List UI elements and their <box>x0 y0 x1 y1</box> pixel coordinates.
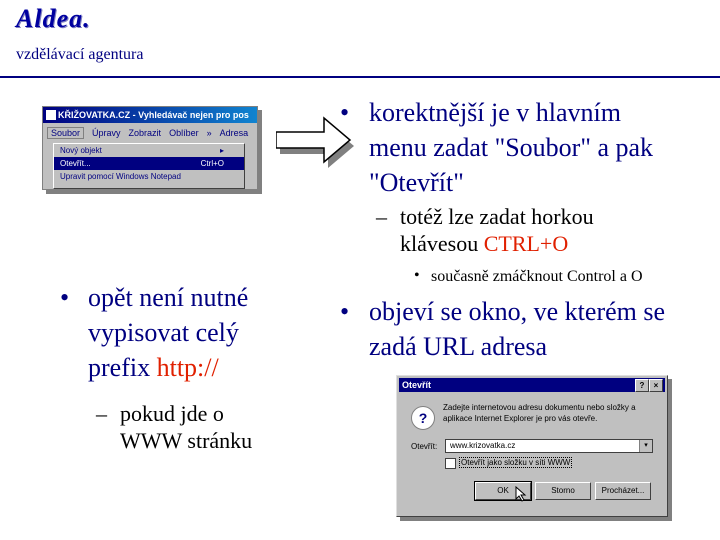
screenshot-title: KŘIŽOVATKA.CZ - Vyhledávač nejen pro pos <box>58 110 249 120</box>
browser-icon <box>46 110 56 120</box>
dash-mark: – <box>96 401 107 426</box>
open-field-label: Otevřít: <box>411 442 438 451</box>
menu-oblibene[interactable]: Oblíber <box>169 128 199 138</box>
left-bullet: opět není nutné vypisovat celý prefix http:// <box>88 283 249 382</box>
open-dialog <box>396 375 668 517</box>
menu-item-open[interactable]: Otevřít... Ctrl+O <box>54 157 244 170</box>
dialog-title-bar <box>399 378 665 392</box>
menu-item-new[interactable]: Nový objekt ▸ <box>60 146 224 155</box>
menu-screenshot <box>42 106 258 190</box>
ok-button[interactable]: OK <box>475 482 531 500</box>
close-button[interactable]: × <box>649 379 663 392</box>
mouse-cursor-icon <box>515 486 527 502</box>
menu-adresa[interactable]: Adresa <box>219 128 249 138</box>
right-sub-bullet: totéž lze zadat horkou klávesou CTRL+O <box>400 204 594 256</box>
header-divider <box>0 76 720 78</box>
right-sub-sub-bullet: současně zmáčknout Control a O <box>431 268 643 285</box>
left-sub-bullet: pokud jde o WWW stránku <box>120 401 253 453</box>
logo: Aldea. <box>16 4 91 33</box>
question-icon: ? <box>411 406 435 430</box>
subtitle: vzdělávací agentura <box>16 46 144 63</box>
help-button[interactable]: ? <box>635 379 649 392</box>
dash-mark: – <box>376 204 387 229</box>
bullet-mark: • <box>414 267 420 284</box>
menu-more[interactable]: » <box>206 128 212 138</box>
url-input-value: www.krizovatka.cz <box>450 441 516 450</box>
right-bullet-2: objeví se okno, ve kterém se zadá URL adresa <box>369 297 666 361</box>
file-dropdown <box>53 143 245 189</box>
bullet-mark: • <box>340 297 350 326</box>
menu-soubor[interactable]: Soubor <box>47 127 84 139</box>
screenshot-title-bar <box>43 107 257 123</box>
cancel-button[interactable]: Storno <box>535 482 591 500</box>
browse-button[interactable]: Procházet... <box>595 482 651 500</box>
open-as-folder-checkbox[interactable] <box>445 458 456 469</box>
bullet-mark: • <box>60 283 70 312</box>
open-as-folder-label[interactable]: Otevřít jako složku v síti WWW <box>461 458 571 467</box>
url-input[interactable] <box>445 439 653 453</box>
screenshot-menu-bar <box>43 125 257 141</box>
menu-item-edit-notepad[interactable]: Upravit pomocí Windows Notepad <box>60 172 181 181</box>
menu-zobrazit[interactable]: Zobrazit <box>128 128 162 138</box>
bullet-mark: • <box>340 98 350 127</box>
dialog-instructions: Zadejte internetovou adresu dokumentu nebo složky a aplikace Internet Explorer je pro vás otevře. <box>443 403 636 423</box>
chevron-down-icon[interactable]: ▾ <box>639 440 652 452</box>
right-bullet-1: korektnější je v hlavním menu zadat "Soubor" a pak "Otevřít" <box>369 98 654 197</box>
menu-upravy[interactable]: Úpravy <box>92 128 121 138</box>
dialog-title: Otevřít <box>402 380 432 390</box>
